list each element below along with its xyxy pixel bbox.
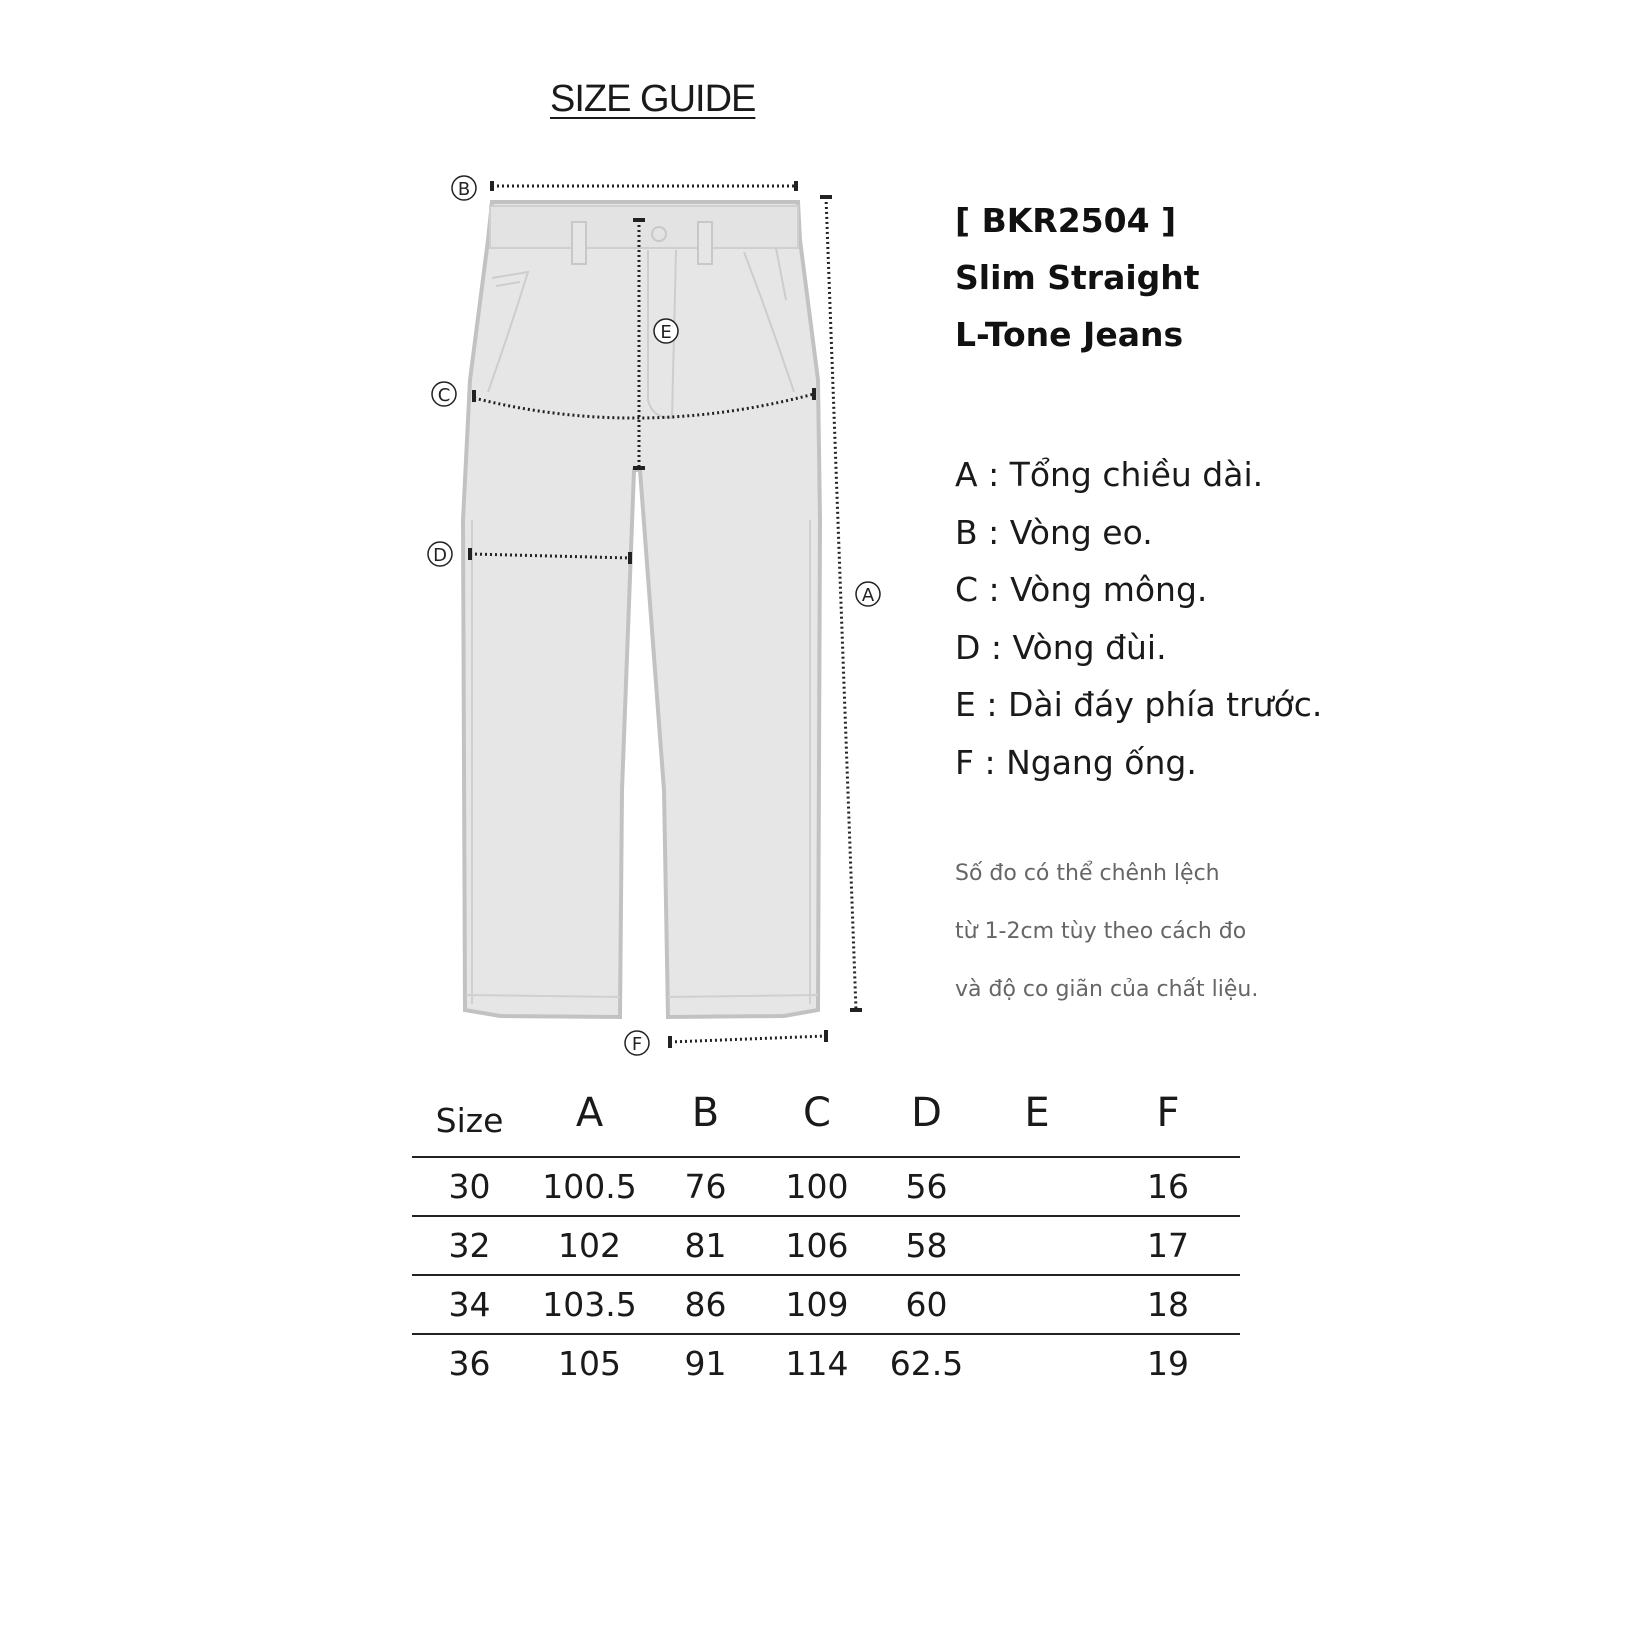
marker-a-label: A [861, 585, 875, 606]
note-line: Số đo có thể chênh lệch [955, 861, 1220, 886]
table-header-row [412, 1070, 1240, 1157]
table-cell: 109 [785, 1285, 849, 1324]
note-line: từ 1-2cm tùy theo cách đo [955, 919, 1247, 944]
measure-a-line [826, 197, 856, 1010]
product-code: [ BKR2504 ] [955, 201, 1177, 240]
measure-d-end-right [628, 552, 632, 564]
table-cell: 114 [785, 1344, 849, 1383]
table-row [412, 1275, 1240, 1334]
belt-loop-right [698, 222, 712, 264]
table-cell [978, 1216, 1096, 1275]
marker-b-label: B [457, 179, 471, 200]
legend-item-d: D : Vòng đùi. [955, 627, 1167, 667]
table-cell: 19 [1147, 1344, 1189, 1383]
legend-item-c: C : Vòng mông. [955, 570, 1208, 609]
table-row [412, 1157, 1240, 1216]
table-cell: 76 [684, 1167, 727, 1206]
legend-item-e: E : Dài đáy phía trước. [955, 685, 1323, 724]
column-header-a: A [575, 1090, 604, 1136]
table-row [412, 1216, 1240, 1275]
table-cell: 100 [785, 1167, 849, 1206]
product-name-line2: L-Tone Jeans [955, 315, 1184, 354]
table-cell: 100.5 [542, 1167, 637, 1206]
legend-item-b: B : Vòng eo. [955, 512, 1153, 552]
column-header-e: E [1024, 1090, 1050, 1136]
measure-f-end-right [824, 1030, 828, 1042]
legend-item-f: F : Ngang ống. [955, 742, 1197, 782]
measure-b-end-left [490, 181, 494, 191]
measure-e-end-top [633, 218, 645, 222]
measure-e-end-bottom [633, 466, 645, 470]
belt-loop-left [572, 222, 586, 264]
measure-d-end-left [468, 548, 472, 560]
column-header-f: F [1156, 1090, 1180, 1136]
size-table [412, 1070, 1240, 1392]
table-cell [978, 1334, 1096, 1392]
table-cell: 60 [905, 1285, 948, 1324]
legend-item-a: A : Tổng chiều dài. [955, 455, 1264, 494]
table-cell: 17 [1147, 1226, 1189, 1265]
column-header-c: C [803, 1090, 831, 1136]
product-name-line1: Slim Straight [955, 258, 1200, 297]
marker-d-label: D [433, 545, 447, 566]
table-cell: 86 [684, 1285, 727, 1324]
table-cell: 91 [684, 1344, 727, 1383]
table-cell: 103.5 [542, 1285, 637, 1324]
column-header-b: B [691, 1090, 720, 1136]
measure-c-end-right [812, 388, 816, 400]
measure-c-end-left [472, 390, 476, 402]
measure-f-line [670, 1036, 826, 1042]
table-cell: 30 [448, 1167, 491, 1206]
waistband [490, 206, 798, 248]
table-cell: 105 [558, 1344, 621, 1383]
table-row [412, 1334, 1240, 1392]
table-cell: 32 [448, 1226, 491, 1265]
column-header-size: Size [435, 1100, 504, 1140]
table-cell: 62.5 [889, 1344, 964, 1383]
table-cell [978, 1157, 1096, 1216]
marker-c-label: C [437, 385, 451, 406]
page-title: SIZE GUIDE [550, 78, 756, 120]
measure-a-end-top [820, 195, 832, 199]
table-cell: 58 [905, 1226, 948, 1265]
table-cell: 56 [905, 1167, 948, 1206]
measure-a-end-bottom [850, 1008, 862, 1012]
column-header-d: D [911, 1090, 942, 1136]
product-info [955, 192, 1200, 363]
marker-e-label: E [660, 322, 672, 343]
table-cell: 102 [558, 1226, 621, 1265]
table-cell: 81 [684, 1226, 727, 1265]
pants-outline [463, 202, 820, 1017]
measure-b-end-right [794, 181, 798, 191]
table-cell: 16 [1147, 1167, 1189, 1206]
marker-f-label: F [631, 1034, 643, 1055]
measurement-legend [955, 446, 1322, 791]
table-cell: 18 [1147, 1285, 1189, 1324]
note-line: và độ co giãn của chất liệu. [955, 977, 1259, 1002]
table-cell: 106 [785, 1226, 849, 1265]
table-cell: 34 [448, 1285, 491, 1324]
measure-f-end-left [668, 1036, 672, 1048]
table-cell [978, 1275, 1096, 1334]
measurement-note [955, 845, 1258, 1019]
table-cell: 36 [448, 1344, 491, 1383]
